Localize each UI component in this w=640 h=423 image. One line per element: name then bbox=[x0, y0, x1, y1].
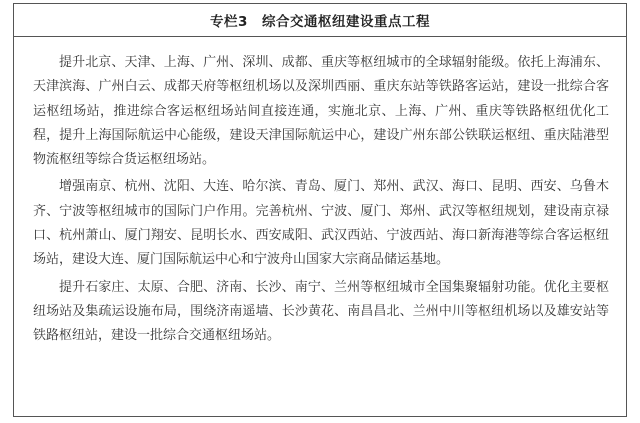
paragraph-2: 增强南京、杭州、沈阳、大连、哈尔滨、青岛、厦门、郑州、武汉、海口、昆明、西安、乌鲁木齐、宁波等枢纽城市的国际门户作用。完善杭州、宁波、厦门、郑州、武汉等枢纽规划，建设南京禄口、杭州萧山、厦门翔安、昆明长水、西安咸阳、武汉西站、宁波西站、海口新海港等综合客运枢纽场站，建设大连、厦门国际航运中心和宁波舟山国家大宗商品储运基地。 bbox=[33, 179, 609, 268]
box-title: 综合交通枢纽建设重点工程 bbox=[261, 14, 430, 30]
paragraph-3: 提升石家庄、太原、合肥、济南、长沙、南宁、兰州等枢纽城市全国集聚辐射功能。优化主要枢纽场站及集疏运设施布局，围绕济南遥墙、长沙黄花、南昌昌北、兰州中川等枢纽机场以及雄安站等铁路枢纽站，建设一批综合交通枢纽场站。 bbox=[33, 279, 609, 344]
box-header bbox=[14, 4, 626, 37]
paragraph-1: 提升北京、天津、上海、广州、深圳、成都、重庆等枢纽城市的全球辐射能级。依托上海浦东、天津滨海、广州白云、成都天府等枢纽机场以及深圳西丽、重庆东站等铁路客运站，建设一批综合客运枢纽场站，推进综合客运枢纽场站间直接连通，实施北京、上海、广州、重庆等铁路枢纽优化工程，提升上海国际航运中心能级，建设天津国际航运中心，建设广州东部公铁联运枢纽、重庆陆港型物流枢纽等综合货运枢纽场站。 bbox=[33, 55, 609, 168]
box-content bbox=[14, 37, 626, 349]
box-label: 专栏3 bbox=[210, 14, 248, 30]
feature-box bbox=[13, 3, 627, 417]
